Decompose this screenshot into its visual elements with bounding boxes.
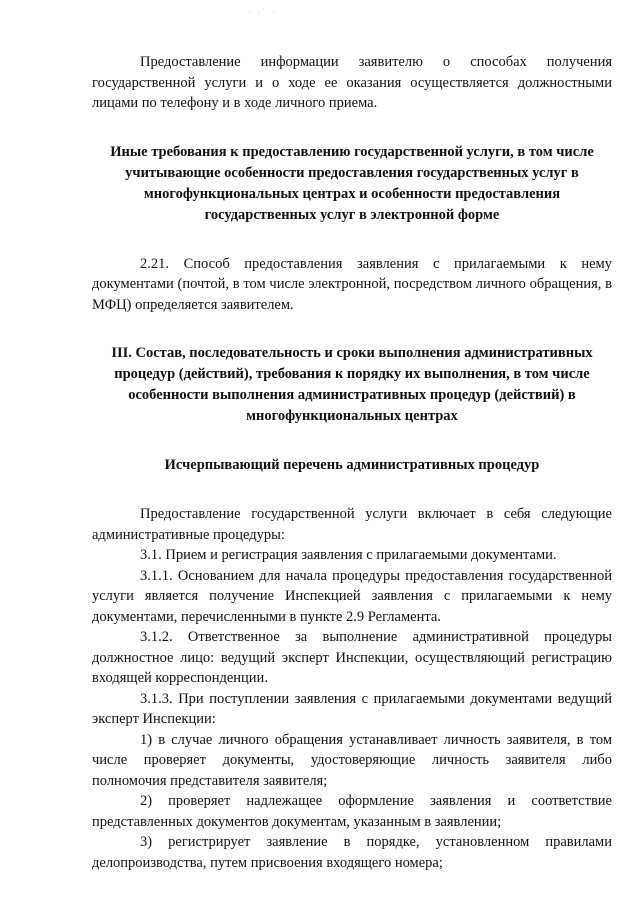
paragraph-3-1-1: 3.1.1. Основанием для начала процедуры предоставления государственной услуги является получение Инспекцией заявления с прилагаемыми к нему документами, перечисленными в пункте 2.9 Регламента. <box>92 567 612 625</box>
paragraph-3-1-3: 3.1.3. При поступлении заявления с прилагаемыми документами ведущий эксперт Инспекции: <box>92 690 612 727</box>
paragraph-3-1-2: 3.1.2. Ответственное за выполнение административной процедуры должностное лицо: ведущий эксперт Инспекции, осуществляющий регистрацию входящей корреспонденции. <box>92 629 612 686</box>
scan-noise: · ·˙ · <box>248 8 277 17</box>
paragraph-2-21: 2.21. Способ предоставления заявления с прилагаемыми к нему документами (почтой, в том числе электронной, посредством личного обращения, в МФЦ) определяется заявителем. <box>92 255 612 313</box>
heading-other-requirements: Иные требования к предоставлению государственной услуги, в том числе учитывающие особенности предоставления государственных услуг в многофункциональных центрах и особенности предоставления государственных услуг в электронной форме <box>110 143 594 223</box>
list-item-1: 1) в случае личного обращения устанавливает личность заявителя, в том числе проверяет документы, удостоверяющие личность заявителя либо полномочия представителя заявителя; <box>92 731 612 789</box>
paragraph-3-1: 3.1. Прием и регистрация заявления с прилагаемыми документами. <box>140 547 557 563</box>
list-item-3: 3) регистрирует заявление в порядке, установленном правилами делопроизводства, путем присвоения входящего номера; <box>92 834 612 871</box>
heading-section-iii: III. Состав, последовательность и сроки выполнения административных процедур (действий), требования к порядку их выполнения, в том числе особенности выполнения административных процедур (действий) в многофункциональных центрах <box>111 345 593 424</box>
paragraph-info-provision: Предоставление информации заявителю о способах получения государственной услуги и о ходе ее оказания осуществляется должностными лицами по телефону и в ходе личного приема. <box>92 54 612 111</box>
document-body <box>92 52 612 873</box>
heading-procedures-list: Исчерпывающий перечень административных процедур <box>164 457 540 473</box>
list-item-2: 2) проверяет надлежащее оформление заявления и соответствие представленных документов документам, указанным в заявлении; <box>92 793 612 830</box>
paragraph-procedures-intro: Предоставление государственной услуги включает в себя следующие административные процедуры: <box>92 506 612 543</box>
